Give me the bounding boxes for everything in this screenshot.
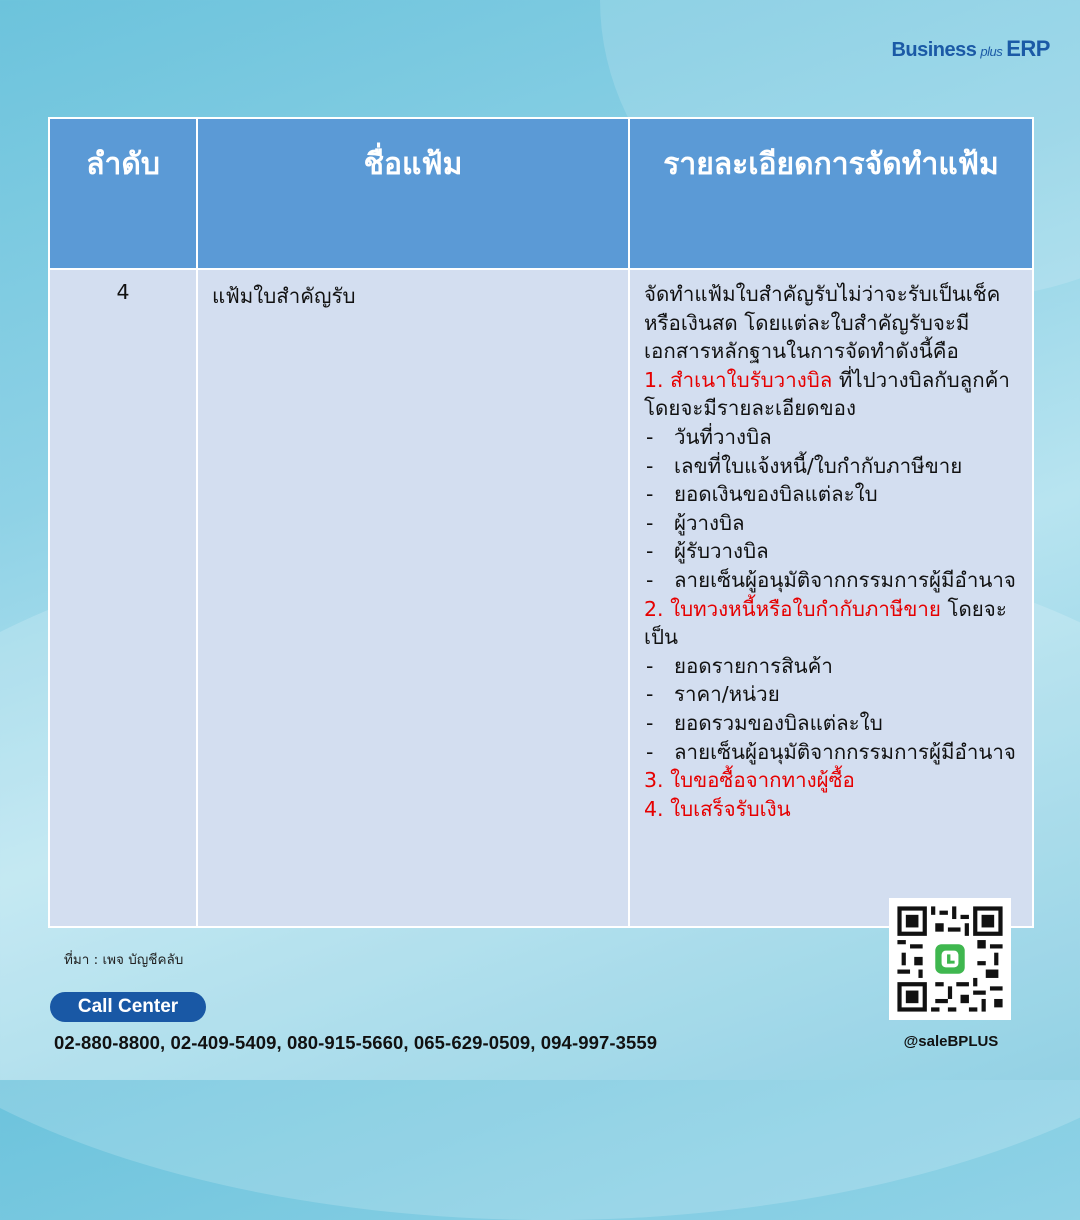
- item3-title: 3. ใบขอซื้อจากทางผู้ซื้อ: [644, 768, 855, 793]
- source-caption: ที่มา : เพจ บัญชีคลับ: [64, 952, 184, 968]
- row-details: [629, 269, 1033, 927]
- bullet-item: - ลายเซ็นผู้อนุมัติจากกรรมการผู้มีอำนาจ: [644, 566, 1022, 595]
- bullet-item: - ผู้รับวางบิล: [644, 537, 1022, 566]
- item2-text: โดยจะเป็น: [644, 596, 1007, 650]
- item2-title: 2. ใบทวงหนี้หรือใบกำกับภาษีขาย: [644, 596, 941, 621]
- bullet-item: - เลขที่ใบแจ้งหนี้/ใบกำกับภาษีขาย: [644, 452, 1022, 481]
- bullet-item: - ยอดรวมของบิลแต่ละใบ: [644, 709, 1022, 738]
- call-center-badge: Call Center: [50, 992, 206, 1022]
- bullet-item: - ราคา/หน่วย: [644, 680, 1022, 709]
- file-table: [48, 117, 1034, 928]
- row-file-name: แฟ้มใบสำคัญรับ: [197, 269, 629, 927]
- header-number: ลำดับ: [49, 118, 197, 269]
- line-id-label: @saleBPLUS: [903, 1033, 999, 1050]
- table-row: [49, 269, 1033, 927]
- bullet-item: - ยอดรายการสินค้า: [644, 652, 1022, 681]
- header-file-name: ชื่อแฟ้ม: [197, 118, 629, 269]
- header-details: รายละเอียดการจัดทำแฟ้ม: [629, 118, 1033, 269]
- details-intro: จัดทำแฟ้มใบสำคัญรับไม่ว่าจะรับเป็นเช็คหรือเงินสด โดยแต่ละใบสำคัญรับจะมีเอกสารหลักฐานในการจัดทำดังนี้คือ: [644, 282, 1001, 364]
- row-number: 4: [49, 269, 197, 927]
- qr-code-icon: [889, 898, 1011, 1020]
- phone-numbers: 02-880-8800, 02-409-5409, 080-915-5660, 065-629-0509, 094-997-3559: [54, 1032, 658, 1053]
- bullet-item: - ลายเซ็นผู้อนุมัติจากกรรมการผู้มีอำนาจ: [644, 738, 1022, 767]
- brand-logo: Business plus ERP: [891, 36, 1050, 61]
- table-header-row: [49, 118, 1033, 269]
- item1-text: ที่ไปวางบิลกับลูกค้าโดยจะมีรายละเอียดของ: [644, 367, 1010, 421]
- item1-title: 1. สำเนาใบรับวางบิล: [644, 367, 833, 392]
- bullet-item: - ผู้วางบิล: [644, 509, 1022, 538]
- bullet-item: - วันที่วางบิล: [644, 423, 1022, 452]
- bullet-item: - ยอดเงินของบิลแต่ละใบ: [644, 480, 1022, 509]
- item4-title: 4. ใบเสร็จรับเงิน: [644, 796, 791, 821]
